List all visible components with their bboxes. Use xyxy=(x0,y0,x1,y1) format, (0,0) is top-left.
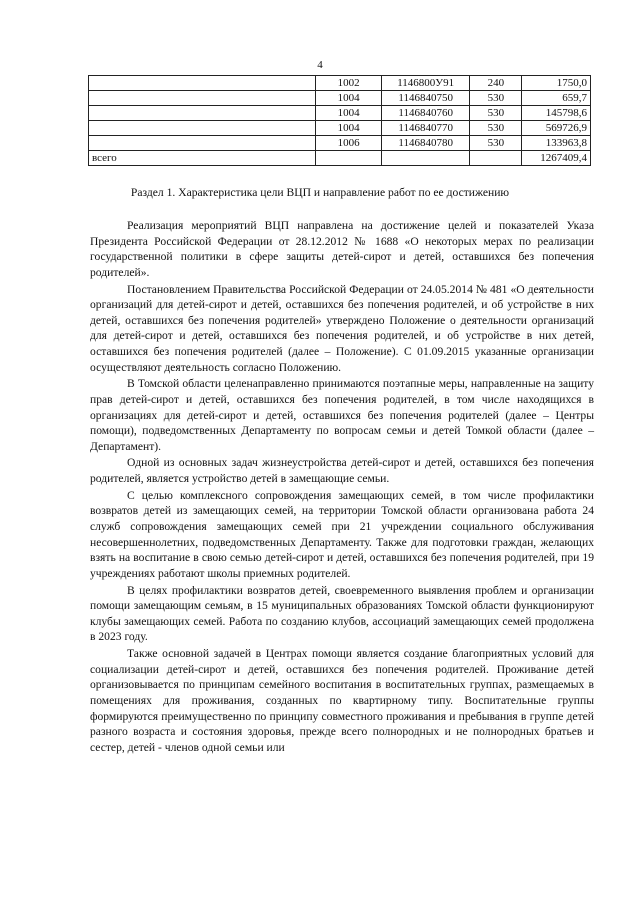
table-cell-label xyxy=(89,106,316,121)
table-cell-csr: 1146840750 xyxy=(382,91,470,106)
table-cell-sum: 133963,8 xyxy=(522,136,591,151)
paragraph: Постановлением Правительства Российской Федерации от 24.05.2014 № 481 «О деятельности организаций для детей-сирот и детей, оставшихся без попечения родителей, и об устройстве в них детей, оставшихся без попечения родителей» утверждено Положение о деятельности организаций для детей-сирот и детей, оставшихся без попечения родителей, и об устройстве в них детей, оставшихся без попечения родителей (далее – Положение). С 01.09.2015 указанные организации осуществляют деятельность согласно Положению. xyxy=(90,282,594,374)
table-cell-code: 1004 xyxy=(316,106,382,121)
table-cell-type xyxy=(470,151,522,166)
paragraph: В Томской области целенаправленно принимаются поэтапные меры, направленные на защиту прав детей-сирот и детей, оставшихся без попечения родителей, в том числе находящихся в организациях для детей-сирот и детей, оставшихся без попечения родителей (далее – Центры помощи), подведомственных Департаменту по вопросам семьи и детей Томкой области (далее – Департамент). xyxy=(90,377,594,453)
table-row xyxy=(89,151,591,166)
page-number: 4 xyxy=(317,59,323,71)
section-heading: Раздел 1. Характеристика цели ВЦП и направление работ по ее достижению xyxy=(130,186,510,199)
table-cell-type: 530 xyxy=(470,136,522,151)
table-cell-sum: 569726,9 xyxy=(522,121,591,136)
table-cell-code: 1006 xyxy=(316,136,382,151)
table-cell-sum: 659,7 xyxy=(522,91,591,106)
table-cell-csr xyxy=(382,151,470,166)
paragraph: В целях профилактики возвратов детей, своевременного выявления проблем и организации помощи замещающим семьям, в 15 муниципальных образованиях Томской области функционируют клубы замещающих семей. Работа по созданию клубов, ассоциаций замещающих семей продолжена в 2023 году. xyxy=(90,583,594,644)
paragraph: Одной из основных задач жизнеустройства детей-сирот и детей, оставшихся без попечения родителей, является устройство детей в замещающие семьи. xyxy=(90,456,594,486)
table-row xyxy=(89,121,591,136)
table-cell-code xyxy=(316,151,382,166)
table-row xyxy=(89,76,591,91)
table-cell-sum: 145798,6 xyxy=(522,106,591,121)
table-cell-type: 530 xyxy=(470,121,522,136)
table-cell-label xyxy=(89,136,316,151)
table-cell-label xyxy=(89,121,316,136)
table-cell-type: 530 xyxy=(470,106,522,121)
table-cell-code: 1002 xyxy=(316,76,382,91)
table-cell-sum: 1750,0 xyxy=(522,76,591,91)
table-cell-csr: 1146840760 xyxy=(382,106,470,121)
table-cell-sum: 1267409,4 xyxy=(522,151,591,166)
paragraph: С целью комплексного сопровождения замещающих семей, в том числе профилактики возвратов детей из замещающих семей, на территории Томской области организована работа 24 служб сопровождения замещающих семей при 21 учреждении социального обслуживания несовершеннолетних, подведомственных Департаменту. Также для подготовки граждан, желающих взять на воспитание в свою семью детей-сирот и детей, оставшихся без попечения родителей, при 19 учреждениях работают школы приемных родителей. xyxy=(90,488,594,580)
table-cell-label xyxy=(89,91,316,106)
table-cell-code: 1004 xyxy=(316,121,382,136)
table-cell-type: 240 xyxy=(470,76,522,91)
budget-table-body xyxy=(89,76,591,166)
table-cell-csr: 1146800У91 xyxy=(382,76,470,91)
table-row xyxy=(89,106,591,121)
budget-table xyxy=(88,75,591,166)
body-text xyxy=(90,218,594,757)
table-cell-label xyxy=(89,76,316,91)
table-row xyxy=(89,91,591,106)
table-row xyxy=(89,136,591,151)
table-cell-type: 530 xyxy=(470,91,522,106)
table-cell-code: 1004 xyxy=(316,91,382,106)
paragraph: Также основной задачей в Центрах помощи является создание благоприятных условий для социализации детей-сирот и детей, оставшихся без попечения родителей. Проживание детей организовывается по принципам семейного воспитания в воспитательных группах, размещаемых в помещениях для проживания, созданных по квартирному типу. Воспитательные группы формируются преимущественно по принципу совместного проживания и пребывания в группе детей разного возраста и состояния здоровья, прежде всего полнородных и не полнородных братьев и сестер, детей - членов одной семьи или xyxy=(90,647,594,754)
table-cell-csr: 1146840780 xyxy=(382,136,470,151)
paragraph: Реализация мероприятий ВЦП направлена на достижение целей и показателей Указа Президента Российской Федерации от 28.12.2012 № 1688 «О некоторых мерах по реализации государственной политики в сфере защиты детей-сирот и детей, оставшихся без попечения родителей». xyxy=(90,219,594,279)
table-cell-label: всего xyxy=(89,151,316,166)
table-cell-csr: 1146840770 xyxy=(382,121,470,136)
